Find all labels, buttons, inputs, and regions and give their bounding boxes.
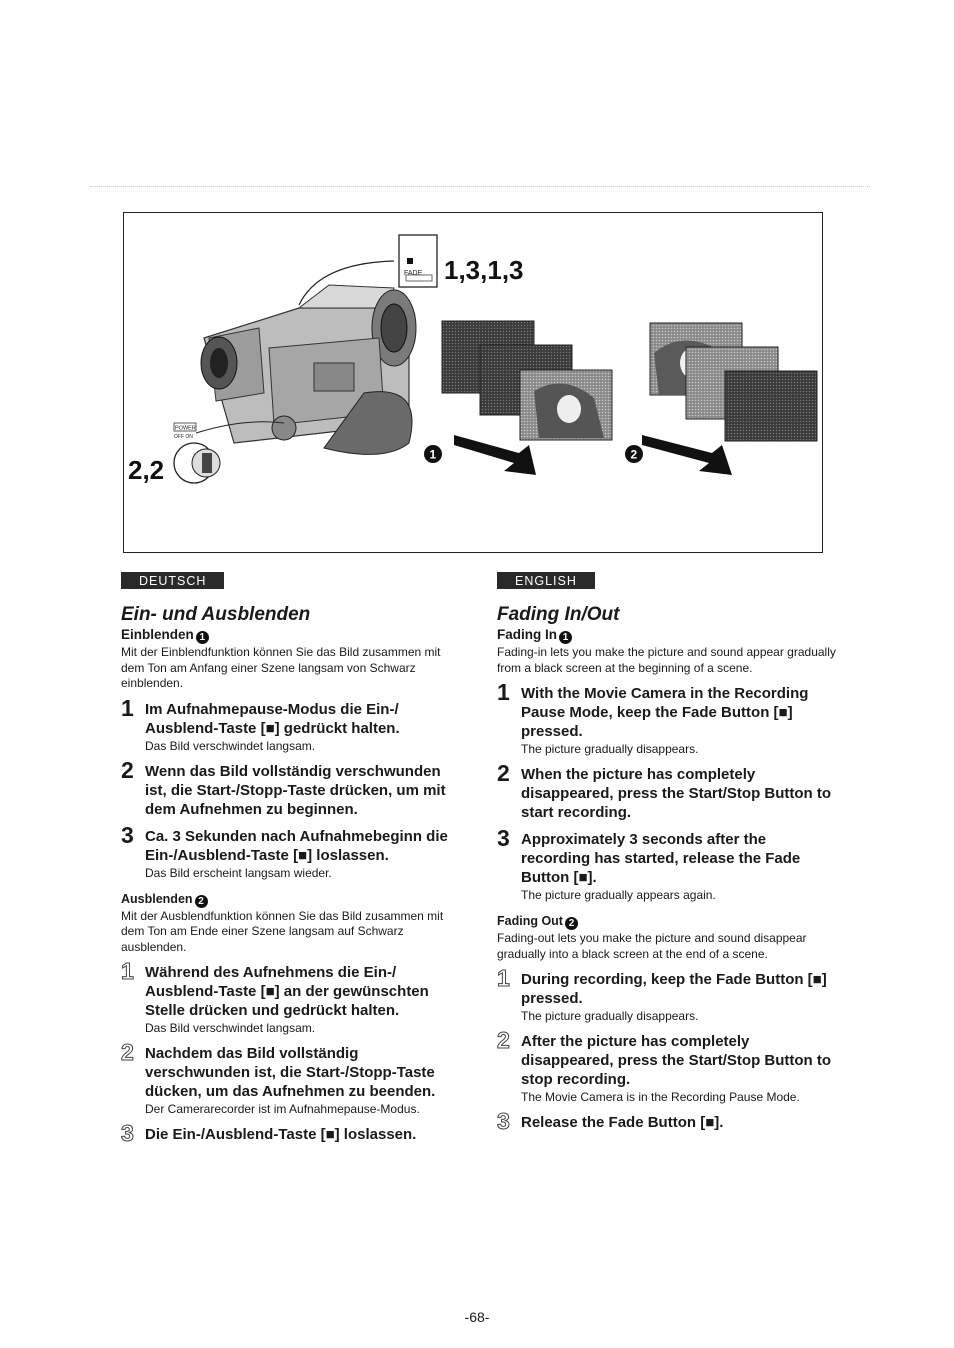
german-column	[121, 572, 461, 1144]
step-item: 1 With the Movie Camera in the Recording Pause Mode, keep the Fade Button [■] pressed. The picture gradually disappears.	[497, 679, 809, 756]
language-tab-de: DEUTSCH	[121, 572, 224, 589]
intro-fade-in-en: Fading-in lets you make the picture and sound appear gradually from a black screen at the beginning of a scene.	[497, 645, 836, 675]
step-item: 2 After the picture has completely disappeared, press the Start/Stop Button to stop recording. The Movie Camera is in the Recording Pause Mode.	[497, 1027, 832, 1104]
fade-button-callout	[399, 235, 437, 287]
power-label: POWER	[175, 425, 196, 432]
svg-text:2: 2	[630, 447, 638, 462]
camcorder-icon	[201, 261, 416, 454]
step-sequence-top: 1,3,1,3	[444, 255, 524, 285]
language-tab-en: ENGLISH	[497, 572, 595, 589]
subheading-fade-out-de: Ausblenden 2	[121, 891, 461, 908]
step-item: 1 Im Aufnahmepause-Modus die Ein-/ Ausblend-Taste [■] gedrückt halten. Das Bild verschwindet langsam.	[121, 694, 400, 753]
svg-text:1: 1	[429, 447, 437, 462]
intro-fade-out-en: Fading-out lets you make the picture and sound disappear gradually into a black screen at the end of a scene.	[497, 931, 807, 961]
intro-fade-in-de: Mit der Einblendfunktion können Sie das Bild zusammen mit dem Ton am Anfang einer Szene langsam von Schwarz einblenden.	[121, 645, 441, 690]
marker-2-icon: 2	[565, 917, 578, 930]
subheading-fade-out-en: Fading Out 2	[497, 913, 837, 930]
section-title-en: Fading In/Out	[497, 604, 620, 625]
intro-fade-out-de: Mit der Ausblendfunktion können Sie das Bild zusammen mit dem Ton am Ende einer Szene langsam auf Schwarz ausblenden.	[121, 908, 444, 954]
top-dotted-rule	[90, 186, 870, 187]
fade-in-frames	[442, 321, 612, 440]
arrow-fade-in-icon	[454, 435, 536, 475]
off-on-label: OFF ON	[174, 434, 193, 440]
marker-2-icon: 2	[195, 895, 208, 908]
step-item: 3 Release the Fade Button [■].	[497, 1108, 724, 1134]
english-column	[497, 572, 837, 1132]
step-item: 3 Approximately 3 seconds after the recording has started, release the Fade Button [■]. The picture gradually appears again.	[497, 825, 801, 902]
section-title-de: Ein- und Ausblenden	[121, 604, 311, 625]
step-item: 2 When the picture has completely disappeared, press the Start/Stop Button to start recording.	[497, 760, 832, 821]
subheading-fade-in-de: Einblenden 1	[121, 626, 461, 644]
step-item: 3 Ca. 3 Sekunden nach Aufnahmebeginn die Ein-/Ausblend-Taste [■] loslassen. Das Bild erscheint langsam wieder.	[121, 821, 448, 880]
fade-label: FADE	[404, 270, 423, 277]
step-item: 1 Während des Aufnehmens die Ein-/ Ausblend-Taste [■] an der gewünschten Stelle drücken und gedrückt halten. Das Bild verschwindet langsam.	[121, 958, 429, 1035]
step-item: 2 Nachdem das Bild vollständig verschwunden ist, die Start-/Stopp-Taste dücken, um das Aufnehmen zu beenden. Der Camerarecorder ist im Aufnahmepause-Modus.	[121, 1039, 436, 1116]
camera-illustration	[124, 213, 823, 553]
step-sequence-left: 2,2	[128, 455, 165, 485]
marker-1-icon: 1	[559, 631, 572, 644]
fade-out-frames	[650, 323, 817, 441]
marker-1-icon: 1	[196, 631, 209, 644]
step-item: 2 Wenn das Bild vollständig verschwunden ist, die Start-/Stopp-Taste drücken, um mit dem Aufnehmen zu beginnen.	[121, 756, 446, 818]
step-item: 1 During recording, keep the Fade Button [■] pressed. The picture gradually disappears.	[497, 965, 827, 1023]
subheading-fade-in-en: Fading In 1	[497, 626, 837, 644]
page-number: -68-	[464, 1309, 490, 1325]
dial-icon	[174, 443, 220, 483]
arrow-fade-out-icon	[642, 435, 732, 475]
step-item: 3 Die Ein-/Ausblend-Taste [■] loslassen.	[121, 1120, 417, 1146]
fade-illustration	[123, 212, 823, 553]
